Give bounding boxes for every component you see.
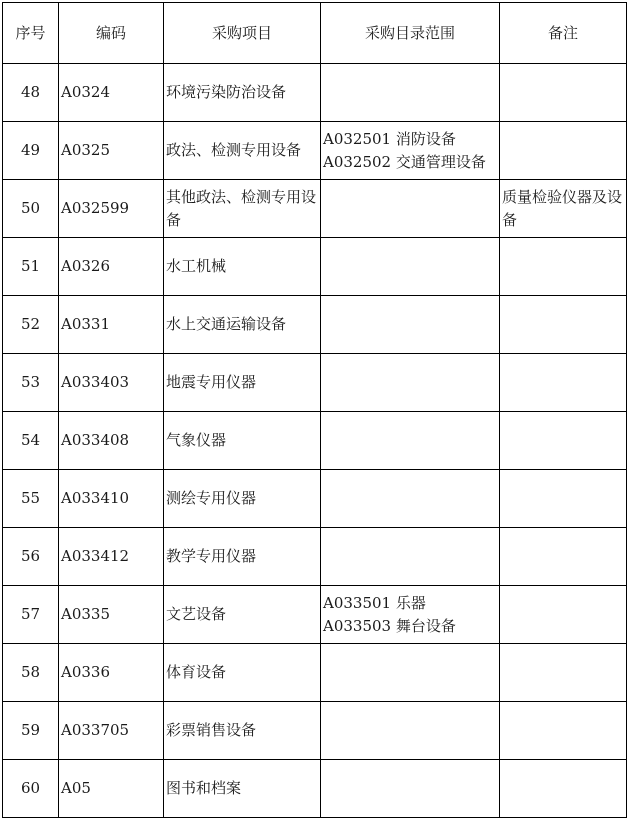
item-cell: 文艺设备	[164, 586, 321, 644]
scope-cell	[321, 470, 500, 528]
item-cell: 水工机械	[164, 238, 321, 296]
note-cell	[500, 296, 627, 354]
scope-cell	[321, 122, 500, 180]
note-cell: 质量检验仪器及设备	[500, 180, 627, 238]
row-number-cell: 53	[3, 354, 59, 412]
row-number-cell: 48	[3, 64, 59, 122]
item-cell: 地震专用仪器	[164, 354, 321, 412]
table-row	[3, 238, 627, 296]
scope-cell	[321, 702, 500, 760]
header-note: 备注	[500, 3, 627, 64]
note-cell	[500, 64, 627, 122]
item-cell: 彩票销售设备	[164, 702, 321, 760]
scope-cell	[321, 586, 500, 644]
item-cell: 气象仪器	[164, 412, 321, 470]
code-cell: A033705	[59, 702, 164, 760]
note-cell	[500, 760, 627, 818]
note-cell	[500, 122, 627, 180]
table-row	[3, 412, 627, 470]
item-cell: 其他政法、检测专用设备	[164, 180, 321, 238]
scope-cell	[321, 238, 500, 296]
note-cell	[500, 702, 627, 760]
scope-cell	[321, 180, 500, 238]
item-cell: 教学专用仪器	[164, 528, 321, 586]
header-row	[3, 3, 627, 64]
note-cell	[500, 586, 627, 644]
document-page	[2, 2, 626, 818]
table-row	[3, 470, 627, 528]
scope-line: A033501 乐器	[323, 593, 426, 612]
table-row	[3, 586, 627, 644]
code-cell: A033410	[59, 470, 164, 528]
row-number-cell: 58	[3, 644, 59, 702]
code-cell: A0335	[59, 586, 164, 644]
header-item: 采购项目	[164, 3, 321, 64]
table-row	[3, 64, 627, 122]
table-row	[3, 528, 627, 586]
row-number-cell: 49	[3, 122, 59, 180]
table-row	[3, 180, 627, 238]
scope-cell	[321, 64, 500, 122]
scope-line: A033503 舞台设备	[323, 616, 456, 635]
code-cell: A0331	[59, 296, 164, 354]
item-cell: 测绘专用仪器	[164, 470, 321, 528]
note-cell	[500, 470, 627, 528]
procurement-table	[2, 2, 627, 818]
scope-cell	[321, 528, 500, 586]
scope-cell	[321, 644, 500, 702]
item-cell: 环境污染防治设备	[164, 64, 321, 122]
code-cell: A0325	[59, 122, 164, 180]
note-cell	[500, 412, 627, 470]
code-cell: A05	[59, 760, 164, 818]
row-number-cell: 60	[3, 760, 59, 818]
code-cell: A0336	[59, 644, 164, 702]
scope-cell	[321, 296, 500, 354]
item-cell: 政法、检测专用设备	[164, 122, 321, 180]
row-number-cell: 50	[3, 180, 59, 238]
code-cell: A033412	[59, 528, 164, 586]
row-number-cell: 56	[3, 528, 59, 586]
code-cell: A032599	[59, 180, 164, 238]
item-cell: 水上交通运输设备	[164, 296, 321, 354]
note-cell	[500, 238, 627, 296]
row-number-cell: 55	[3, 470, 59, 528]
scope-line: A032501 消防设备	[323, 129, 456, 148]
row-number-cell: 59	[3, 702, 59, 760]
code-cell: A033403	[59, 354, 164, 412]
item-cell: 图书和档案	[164, 760, 321, 818]
row-number-cell: 51	[3, 238, 59, 296]
code-cell: A0326	[59, 238, 164, 296]
table-row	[3, 760, 627, 818]
note-cell	[500, 528, 627, 586]
header-no: 序号	[3, 3, 59, 64]
row-number-cell: 57	[3, 586, 59, 644]
code-cell: A033408	[59, 412, 164, 470]
scope-cell	[321, 760, 500, 818]
table-row	[3, 702, 627, 760]
table-row	[3, 122, 627, 180]
scope-cell	[321, 412, 500, 470]
scope-line: A032502 交通管理设备	[323, 152, 486, 171]
note-cell	[500, 644, 627, 702]
scope-cell	[321, 354, 500, 412]
row-number-cell: 52	[3, 296, 59, 354]
header-code: 编码	[59, 3, 164, 64]
table-row	[3, 296, 627, 354]
table-row	[3, 644, 627, 702]
header-scope: 采购目录范围	[321, 3, 500, 64]
item-cell: 体育设备	[164, 644, 321, 702]
note-cell	[500, 354, 627, 412]
code-cell: A0324	[59, 64, 164, 122]
row-number-cell: 54	[3, 412, 59, 470]
table-row	[3, 354, 627, 412]
